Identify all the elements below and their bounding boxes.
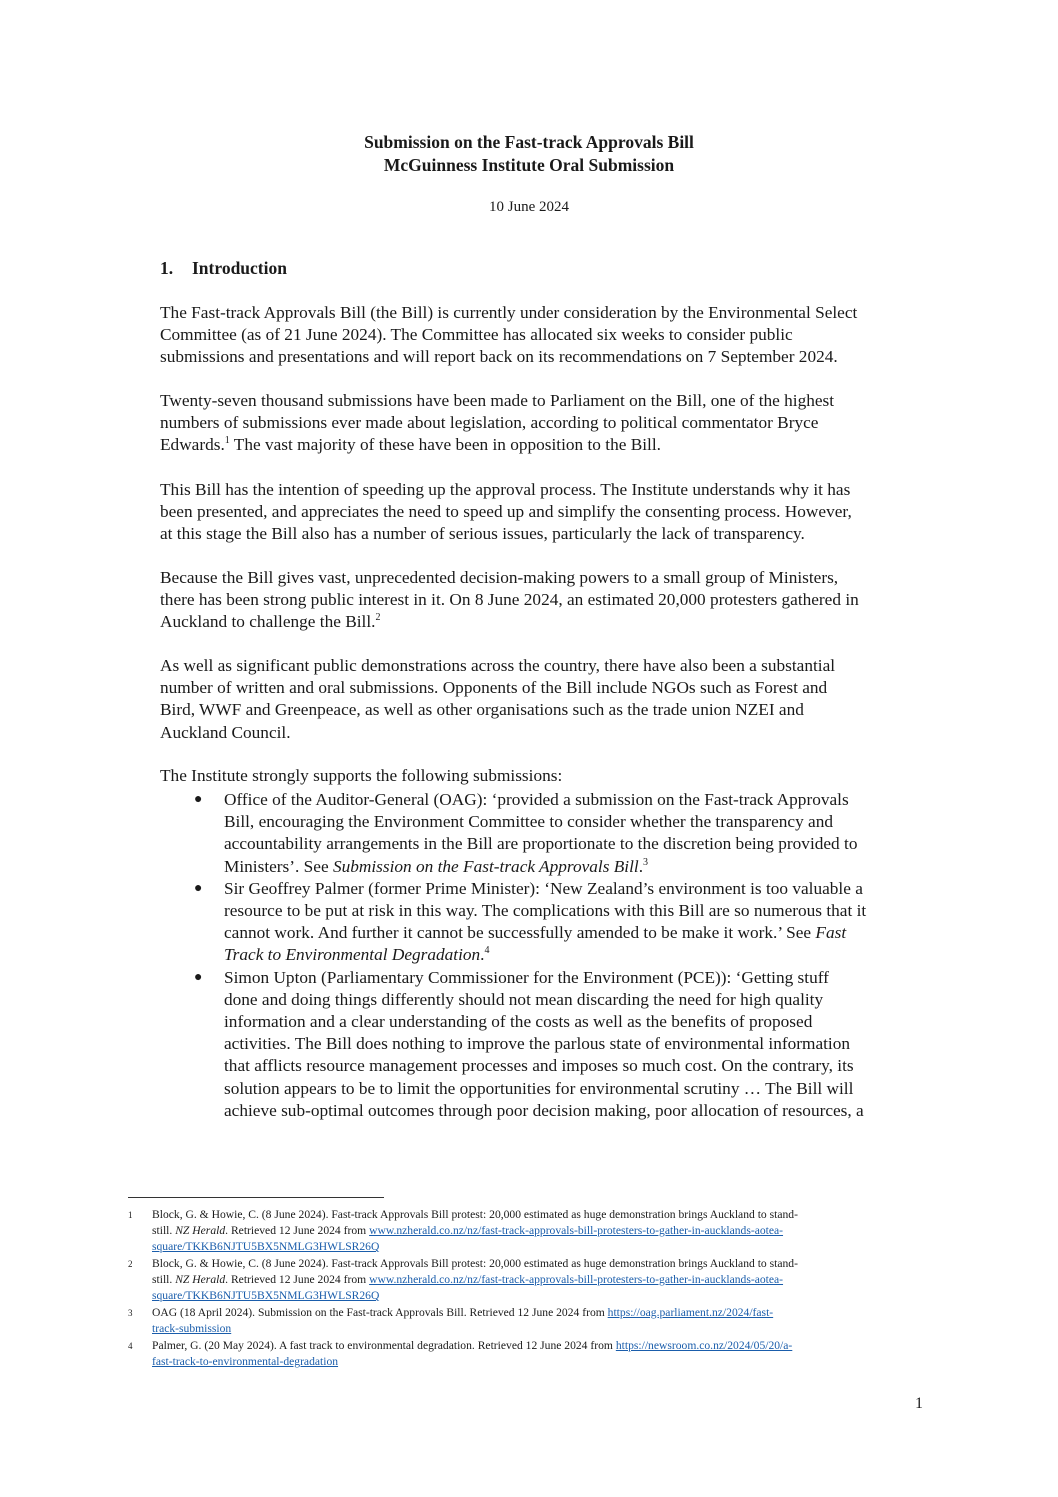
section-number: 1.: [160, 258, 174, 278]
text-line: [224, 944, 940, 966]
text-line: activities. The Bill does nothing to improve the parlous state of environmental information: [224, 1034, 850, 1054]
footnote-2: [128, 1256, 938, 1304]
footnote-text: [152, 1338, 938, 1354]
footnote-link[interactable]: square/TKKB6NJTU5BX5NMLG3HWLSR26Q: [152, 1289, 380, 1302]
text-line: resource to be put at risk in this way. The complications with this Bill are so numerous that it: [224, 901, 867, 921]
list-item: [160, 967, 940, 1122]
text-run: Edwards.: [160, 435, 225, 455]
text-run: still.: [152, 1273, 176, 1286]
text-line: at this stage the Bill also has a number of serious issues, particularly the lack of transparency.: [160, 524, 805, 544]
footnote-text: [152, 1239, 938, 1255]
text-run: . Retrieved 12 June 2024 from: [225, 1224, 370, 1237]
cited-title: Submission on the Fast-track Approvals Bill: [332, 856, 639, 876]
document-date: 10 June 2024: [489, 199, 569, 215]
title-line-1: Submission on the Fast-track Approvals Bill: [364, 132, 694, 152]
supporting-submissions-list: [160, 789, 940, 1122]
footnote-ref-2[interactable]: 2: [375, 612, 381, 624]
bullet-icon: ●: [194, 880, 203, 896]
footnote-ref-4[interactable]: 4: [484, 945, 490, 957]
publication-name: NZ Herald: [175, 1273, 226, 1286]
footnote-number: 3: [128, 1308, 133, 1318]
text-run: Palmer, G. (20 May 2024). A fast track to environmental degradation. Retrieved 12 June 2024 from: [152, 1339, 616, 1352]
text-run: . Retrieved 12 June 2024 from: [225, 1273, 370, 1286]
text-line: As well as significant public demonstrations across the country, there have also been a substantial: [160, 656, 836, 675]
footnote-link[interactable]: https://newsroom.co.nz/2024/05/20/a-: [615, 1339, 793, 1352]
footnote-number: 1: [128, 1210, 133, 1220]
text-line: Committee (as of 21 June 2024). The Committee has allocated six weeks to consider public: [160, 325, 793, 345]
cited-title: Track to Environmental Degradation: [224, 945, 481, 965]
text-line: done and doing things differently should not mean discarding the need for high quality: [224, 989, 824, 1009]
text-line: Bird, WWF and Greenpeace, as well as other organisations such as the trade union NZEI and: [160, 700, 804, 720]
footnote-4: [128, 1338, 938, 1370]
footnotes: [128, 1207, 938, 1371]
footnote-link[interactable]: www.nzherald.co.nz/nz/fast-track-approvals-bill-protesters-to-gather-in-aucklands-aotea-: [369, 1224, 784, 1237]
list-item: [160, 878, 940, 967]
text-run: Auckland to challenge the Bill.: [160, 612, 376, 632]
list-item: [160, 789, 940, 878]
footnote-ref-1[interactable]: 1: [224, 435, 230, 447]
footnote-link[interactable]: square/TKKB6NJTU5BX5NMLG3HWLSR26Q: [152, 1240, 380, 1253]
section-title: Introduction: [192, 258, 287, 278]
text-run: The vast majority of these have been in opposition to the Bill.: [229, 435, 661, 455]
document-title: [0, 131, 1058, 177]
footnote-link[interactable]: https://oag.parliament.nz/2024/fast-: [607, 1306, 774, 1319]
text-line: submissions and presentations and will report back on its recommendations on 7 September 2024.: [160, 347, 838, 367]
text-line: Bill, encouraging the Environment Committee to consider whether the transparency and: [224, 812, 833, 832]
title-line-2: McGuinness Institute Oral Submission: [383, 155, 675, 175]
text-run: Ministers’. See: [224, 856, 333, 876]
text-run: .: [638, 856, 644, 876]
bullet-icon: ●: [194, 792, 203, 807]
text-line: that afflicts resource management processes and imposes so much cost. On the contrary, its: [224, 1056, 854, 1076]
section-heading: [160, 258, 287, 279]
text-line: there has been strong public interest in it. On 8 June 2024, an estimated 20,000 protesters gathered in: [160, 590, 859, 610]
footnote-text: [152, 1223, 938, 1239]
paragraph-1: [160, 302, 930, 369]
footnote-number: 2: [128, 1259, 133, 1269]
footnote-text: [152, 1272, 938, 1288]
text-line: been presented, and appreciates the need to speed up and simplify the consenting process. However,: [160, 502, 852, 522]
paragraph-4: [160, 567, 930, 634]
text-line: [160, 434, 930, 456]
publication-name: NZ Herald: [175, 1224, 226, 1237]
text-line: accountability arrangements in the Bill are proportionate to the discretion being provided to: [224, 834, 858, 854]
footnote-3: [128, 1305, 938, 1337]
page-number: 1: [915, 1395, 923, 1412]
footnote-text: [152, 1354, 938, 1370]
text-line: number of written and oral submissions. Opponents of the Bill include NGOs such as Forest and: [160, 678, 828, 698]
footnote-text: [152, 1305, 938, 1321]
text-line: achieve sub-optimal outcomes through poor decision making, poor allocation of resources, a: [224, 1100, 864, 1120]
text-line: Office of the Auditor-General (OAG): ‘provided a submission on the Fast-track Approvals: [224, 790, 849, 809]
footnote-text: [152, 1288, 938, 1304]
text-line: Twenty-seven thousand submissions have been made to Parliament on the Bill, one of the highest: [160, 391, 835, 410]
paragraph-3: [160, 479, 930, 546]
text-line: solution appears to be to limit the opportunities for environmental scrutiny … The Bill will: [224, 1078, 854, 1098]
text-run: cannot work. And further it cannot be successfully amended to be make it work.’ See: [224, 923, 816, 943]
footnote-text: Block, G. & Howie, C. (8 June 2024). Fast-track Approvals Bill protest: 20,000 estimated as huge demonstration brings Auckland to stand-: [152, 1208, 798, 1221]
bullet-icon: ●: [194, 969, 203, 985]
footnote-divider: [128, 1197, 384, 1198]
text-line: information and a clear understanding of the costs as well as the benefits of proposed: [224, 1012, 813, 1032]
text-line: This Bill has the intention of speeding up the approval process. The Institute understands why it has: [160, 480, 851, 499]
footnote-1: [128, 1207, 938, 1255]
paragraph-5: [160, 655, 930, 744]
text-line: The Fast-track Approvals Bill (the Bill) is currently under consideration by the Environmental Select: [160, 303, 858, 322]
text-line: Auckland Council.: [160, 722, 291, 742]
paragraph-6: The Institute strongly supports the following submissions:: [160, 766, 563, 785]
text-line: [224, 922, 940, 944]
footnote-link[interactable]: fast-track-to-environmental-degradation: [152, 1355, 339, 1368]
text-line: [160, 611, 930, 633]
text-line: Because the Bill gives vast, unprecedented decision-making powers to a small group of Ministers,: [160, 568, 839, 587]
text-line: Simon Upton (Parliamentary Commissioner for the Environment (PCE)): ‘Getting stuff: [224, 967, 829, 987]
paragraph-2: [160, 390, 930, 457]
text-run: still.: [152, 1224, 176, 1237]
text-run: .: [480, 945, 485, 965]
footnote-number: 4: [128, 1341, 133, 1351]
footnote-ref-3[interactable]: 3: [643, 856, 649, 868]
text-line: numbers of submissions ever made about legislation, according to political commentator Bryce: [160, 413, 819, 433]
text-line: Sir Geoffrey Palmer (former Prime Minister): ‘New Zealand’s environment is too valuable a: [224, 878, 863, 898]
text-run: OAG (18 April 2024). Submission on the Fast-track Approvals Bill. Retrieved 12 June 2024 from: [152, 1306, 608, 1319]
footnote-text: Block, G. & Howie, C. (8 June 2024). Fast-track Approvals Bill protest: 20,000 estimated as huge demonstration brings Auckland to stand-: [152, 1257, 798, 1270]
footnote-text: [152, 1321, 938, 1337]
text-line: [224, 856, 940, 878]
footnote-link[interactable]: www.nzherald.co.nz/nz/fast-track-approvals-bill-protesters-to-gather-in-aucklands-aotea-: [369, 1273, 784, 1286]
footnote-link[interactable]: track-submission: [152, 1322, 232, 1335]
cited-title: Fast: [815, 923, 847, 943]
